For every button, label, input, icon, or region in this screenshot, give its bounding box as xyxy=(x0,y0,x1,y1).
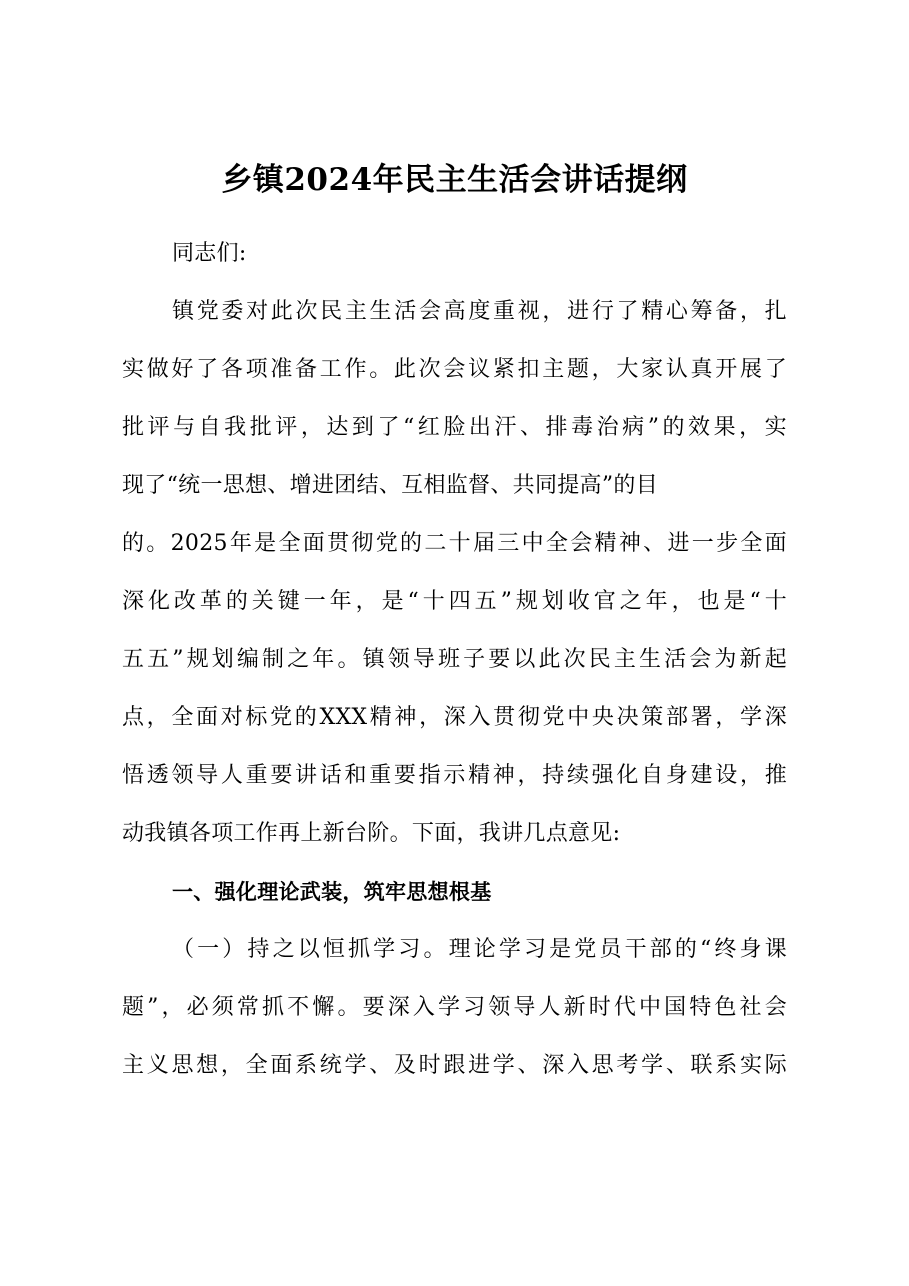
subsection-line: （一）持之以恒抓学习。理论学习是党员干部的“终身课 xyxy=(172,937,787,962)
paragraph-line: 深化改革的关键一年，是“十四五”规划收官之年，也是“十 xyxy=(122,589,787,614)
greeting: 同志们: xyxy=(172,241,247,266)
paragraph-line: 现了“统一思想、增进团结、互相监督、共同提高”的目 xyxy=(122,473,658,498)
paragraph-line: 的。2025年是全面贯彻党的二十届三中全会精神、进一步全面 xyxy=(122,531,787,556)
paragraph-line: 点，全面对标党的XXX精神，深入贯彻党中央决策部署，学深 xyxy=(122,705,787,730)
paragraph-line: 批评与自我批评，达到了“红脸出汗、排毒治病”的效果，实 xyxy=(122,415,787,440)
paragraph-line: 镇党委对此次民主生活会高度重视，进行了精心筹备，扎 xyxy=(172,299,787,324)
paragraph-line: 悟透领导人重要讲话和重要指示精神，持续强化自身建设，推 xyxy=(122,763,787,788)
document-title: 乡镇2024年民主生活会讲话提纲 xyxy=(221,162,688,198)
section-heading: 一、强化理论武装，筑牢思想根基 xyxy=(172,880,492,904)
document-body xyxy=(122,225,787,1095)
paragraph-line: 五五”规划编制之年。镇领导班子要以此次民主生活会为新起 xyxy=(122,647,787,672)
subsection-line: 主义思想，全面系统学、及时跟进学、深入思考学、联系实际 xyxy=(122,1053,787,1078)
subsection-line: 题”，必须常抓不懈。要深入学习领导人新时代中国特色社会 xyxy=(122,995,787,1020)
paragraph-line: 动我镇各项工作再上新台阶。下面，我讲几点意见: xyxy=(122,821,621,846)
paragraph-line: 实做好了各项准备工作。此次会议紧扣主题，大家认真开展了 xyxy=(122,357,787,382)
